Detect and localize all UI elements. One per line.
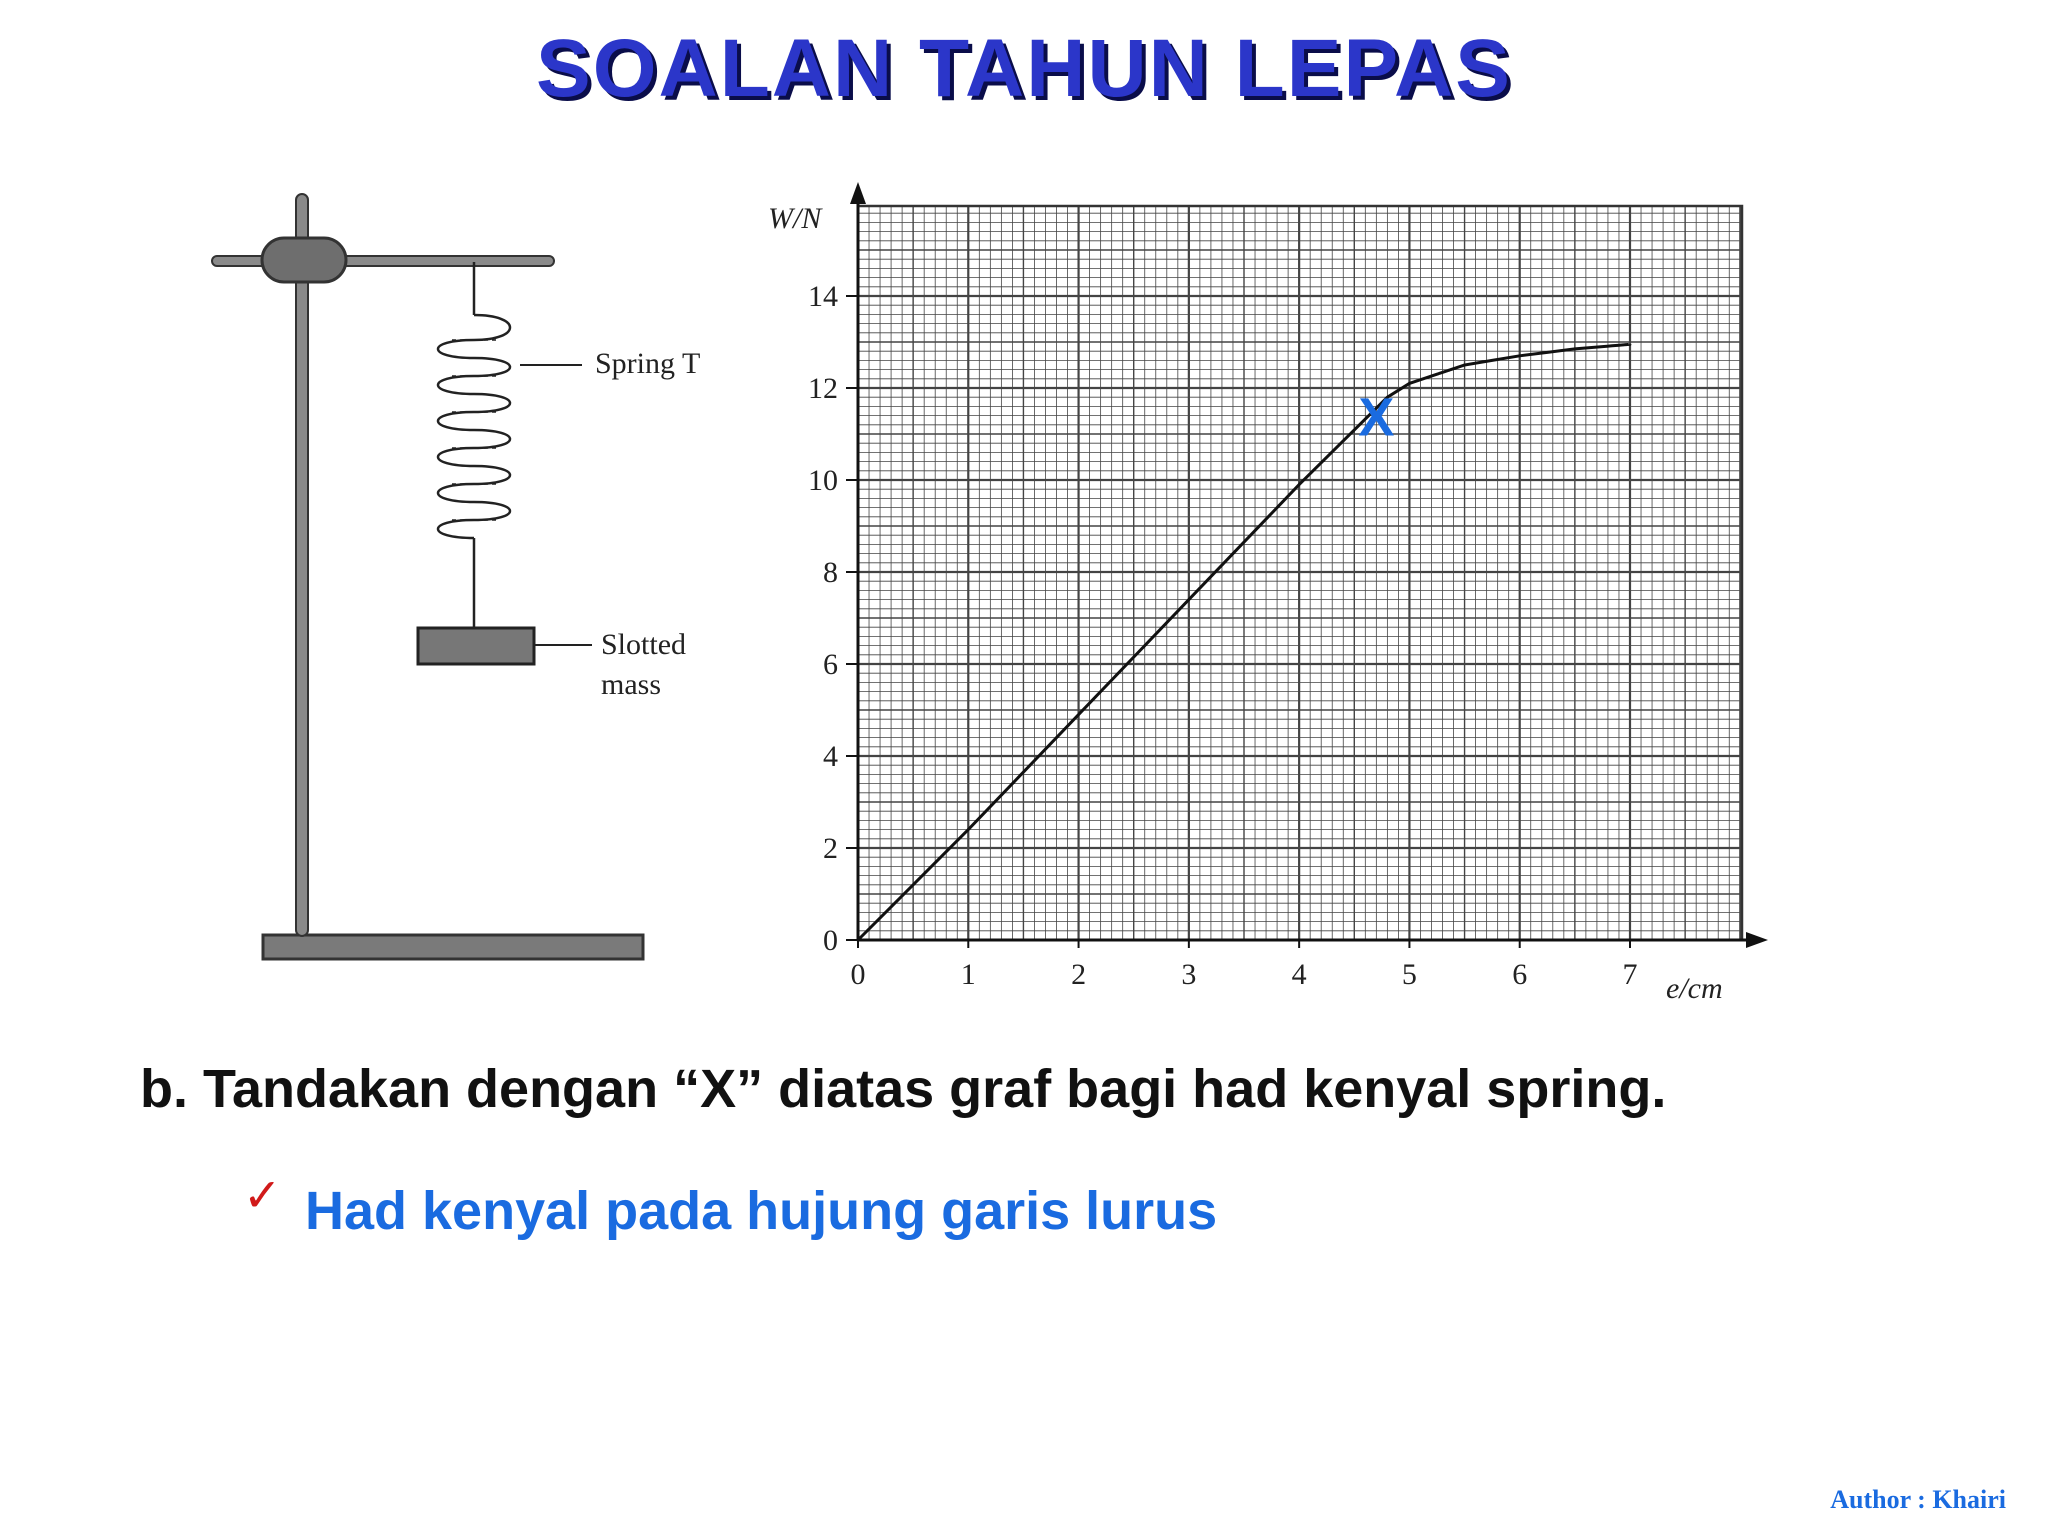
x-tick-label: 1 [960,958,976,991]
tick-labels [808,280,1638,991]
x-axis-label: e/cm [1666,972,1723,1005]
retort-stand-diagram [212,194,700,959]
y-tick-label: 6 [823,648,838,681]
x-tick-label: 0 [850,958,866,991]
elastic-limit-marker: X [1358,387,1395,448]
y-axis-label: W/N [768,202,822,235]
y-tick-label: 8 [823,556,838,589]
x-tick-label: 7 [1622,958,1638,991]
y-tick-label: 4 [823,740,838,773]
y-tick-label: 0 [823,924,838,957]
answer-text: Had kenyal pada hujung garis lurus [305,1181,1218,1241]
slotted-mass [418,628,534,664]
mass-label-line2: mass [601,668,661,701]
x-tick-label: 2 [1071,958,1087,991]
x-tick-label: 4 [1291,958,1307,991]
spring-coil [438,315,510,538]
slide-title: SOALAN TAHUN LEPAS [536,23,1512,114]
y-tick-label: 2 [823,832,838,865]
stand-rod [296,194,308,936]
x-tick-label: 5 [1401,958,1417,991]
spring-label: Spring T [595,347,701,380]
stand-base [263,935,643,959]
x-axis-arrow [1746,932,1768,948]
x-tick-label: 6 [1512,958,1528,991]
y-tick-label: 14 [808,280,838,313]
x-tick-label: 3 [1181,958,1197,991]
author-credit: Author : Khairi [1830,1485,2006,1514]
y-tick-label: 12 [808,372,838,405]
mass-label-line1: Slotted [601,628,687,661]
boss-head [262,238,346,282]
checkmark-icon: ✓ [243,1168,282,1222]
extension-force-chart [768,182,1768,1005]
y-axis-arrow [850,182,866,204]
question-text: b. Tandakan dengan “X” diatas graf bagi had kenyal spring. [140,1059,1667,1119]
y-tick-label: 10 [808,464,838,497]
